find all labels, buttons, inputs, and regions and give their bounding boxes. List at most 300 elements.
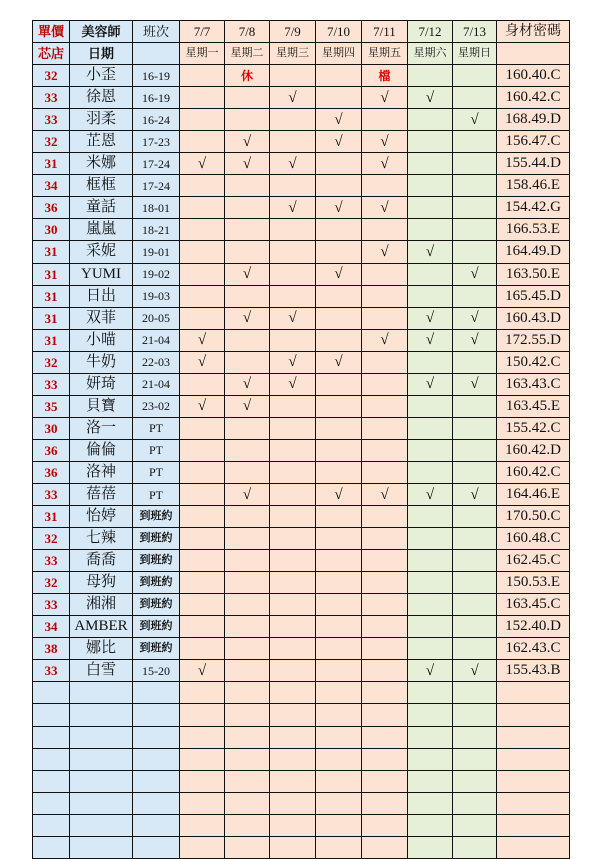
empty-cell	[316, 836, 362, 858]
table-row	[33, 528, 570, 550]
table-row	[33, 197, 570, 219]
name-cell: 小歪	[70, 65, 133, 87]
empty-cell	[316, 748, 362, 770]
day-cell	[362, 594, 408, 616]
price-cell: 34	[33, 175, 70, 197]
empty-cell	[453, 792, 497, 814]
day-cell	[362, 285, 408, 307]
day-cell	[362, 131, 408, 153]
shift-cell: 18-21	[133, 219, 180, 241]
store-label: 芯店	[33, 43, 70, 65]
day-cell	[225, 417, 270, 439]
empty-cell	[408, 748, 453, 770]
day-cell	[316, 594, 362, 616]
empty-row	[33, 704, 570, 726]
measure-cell: 155.44.D	[497, 153, 570, 175]
weekday-header: 星期四	[316, 43, 362, 65]
empty-cell	[497, 836, 570, 858]
name-cell: 貝寶	[70, 395, 133, 417]
price-cell: 31	[33, 153, 70, 175]
day-cell	[362, 528, 408, 550]
shift-cell: 到班約	[133, 594, 180, 616]
day-cell	[453, 461, 497, 483]
empty-cell	[497, 726, 570, 748]
day-cell	[225, 109, 270, 131]
check-mark-icon: √	[470, 111, 479, 128]
name-cell: 喬喬	[70, 550, 133, 572]
day-cell	[316, 109, 362, 131]
shift-cell: 17-24	[133, 175, 180, 197]
day-cell	[362, 461, 408, 483]
shift-cell: 到班約	[133, 506, 180, 528]
empty-cell	[497, 704, 570, 726]
price-cell: 30	[33, 417, 70, 439]
day-cell	[270, 131, 316, 153]
empty-cell	[497, 682, 570, 704]
check-mark-icon: √	[425, 376, 435, 393]
table-row	[33, 153, 570, 175]
check-mark-icon: √	[242, 376, 252, 393]
check-mark-icon: √	[425, 662, 435, 679]
name-cell: 米娜	[70, 153, 133, 175]
empty-cell	[453, 726, 497, 748]
measure-cell: 163.43.C	[497, 373, 570, 395]
day-cell	[180, 395, 225, 417]
empty-cell	[225, 770, 270, 792]
day-cell	[453, 483, 497, 505]
empty-cell	[33, 836, 70, 858]
day-cell	[453, 87, 497, 109]
check-mark-icon: √	[334, 111, 343, 128]
price-cell: 31	[33, 263, 70, 285]
shift-cell: 到班約	[133, 550, 180, 572]
name-cell: 怡婷	[70, 506, 133, 528]
day-cell	[180, 263, 225, 285]
empty-cell	[316, 726, 362, 748]
table-row	[33, 65, 570, 87]
day-cell	[453, 417, 497, 439]
day-cell	[453, 395, 497, 417]
measure-header: 身材密碼	[497, 21, 570, 43]
empty-cell	[362, 792, 408, 814]
empty-cell	[133, 704, 180, 726]
empty-row	[33, 770, 570, 792]
empty-cell	[225, 682, 270, 704]
empty-row	[33, 748, 570, 770]
day-cell	[316, 550, 362, 572]
shift-cell: 到班約	[133, 528, 180, 550]
day-cell	[362, 660, 408, 682]
empty-cell	[180, 704, 225, 726]
day-cell	[453, 638, 497, 660]
day-cell	[408, 483, 453, 505]
name-cell: 七辣	[70, 528, 133, 550]
day-cell	[362, 483, 408, 505]
day-cell	[453, 263, 497, 285]
table-row	[33, 660, 570, 682]
day-cell	[453, 439, 497, 461]
status-note: 檔	[378, 68, 391, 83]
day-cell	[270, 175, 316, 197]
day-cell	[225, 175, 270, 197]
blank-cell	[497, 43, 570, 65]
empty-cell	[408, 814, 453, 836]
day-cell	[362, 417, 408, 439]
empty-cell	[133, 682, 180, 704]
measure-cell: 152.40.D	[497, 616, 570, 638]
empty-cell	[180, 748, 225, 770]
check-mark-icon: √	[334, 266, 343, 283]
shift-cell: 20-05	[133, 307, 180, 329]
day-cell	[453, 307, 497, 329]
day-cell	[408, 395, 453, 417]
day-cell	[270, 528, 316, 550]
check-mark-icon: √	[288, 199, 297, 216]
price-cell: 33	[33, 109, 70, 131]
measure-cell: 165.45.D	[497, 285, 570, 307]
day-cell	[225, 550, 270, 572]
empty-cell	[133, 748, 180, 770]
check-mark-icon: √	[242, 486, 252, 503]
empty-cell	[453, 704, 497, 726]
empty-cell	[316, 792, 362, 814]
check-mark-icon: √	[380, 243, 389, 260]
day-cell	[180, 594, 225, 616]
date-header: 7/10	[316, 21, 362, 43]
day-cell	[408, 373, 453, 395]
table-row	[33, 417, 570, 439]
empty-cell	[33, 682, 70, 704]
day-cell	[316, 660, 362, 682]
day-cell	[225, 197, 270, 219]
empty-cell	[33, 792, 70, 814]
day-cell	[180, 109, 225, 131]
day-cell	[180, 638, 225, 660]
day-cell	[408, 616, 453, 638]
empty-cell	[33, 814, 70, 836]
empty-cell	[362, 682, 408, 704]
name-cell: 嵐嵐	[70, 219, 133, 241]
measure-cell: 172.55.D	[497, 329, 570, 351]
check-mark-icon: √	[242, 266, 252, 283]
day-cell	[225, 285, 270, 307]
day-cell	[270, 616, 316, 638]
day-cell	[362, 219, 408, 241]
day-cell	[270, 87, 316, 109]
day-cell	[453, 241, 497, 263]
empty-cell	[408, 726, 453, 748]
empty-cell	[270, 836, 316, 858]
measure-cell: 160.42.C	[497, 87, 570, 109]
price-cell: 36	[33, 439, 70, 461]
check-mark-icon: √	[470, 266, 479, 283]
check-mark-icon: √	[288, 89, 297, 106]
status-note: 休	[240, 68, 253, 83]
day-cell	[180, 351, 225, 373]
day-cell	[316, 417, 362, 439]
price-cell: 33	[33, 594, 70, 616]
day-cell	[408, 528, 453, 550]
weekday-header: 星期一	[180, 43, 225, 65]
check-mark-icon: √	[197, 354, 207, 371]
empty-cell	[497, 770, 570, 792]
day-cell	[316, 65, 362, 87]
table-row	[33, 550, 570, 572]
empty-cell	[70, 682, 133, 704]
empty-cell	[180, 792, 225, 814]
empty-cell	[408, 704, 453, 726]
day-cell	[316, 131, 362, 153]
price-cell: 32	[33, 528, 70, 550]
name-cell: 白雪	[70, 660, 133, 682]
check-mark-icon: √	[288, 155, 297, 172]
date-header: 7/9	[270, 21, 316, 43]
day-cell	[453, 351, 497, 373]
empty-row	[33, 682, 570, 704]
table-row	[33, 506, 570, 528]
empty-cell	[133, 814, 180, 836]
price-cell: 32	[33, 351, 70, 373]
shift-cell: 到班約	[133, 572, 180, 594]
day-cell	[225, 131, 270, 153]
name-cell: 倫倫	[70, 439, 133, 461]
day-cell	[316, 439, 362, 461]
empty-cell	[70, 792, 133, 814]
name-cell: 妍琦	[70, 373, 133, 395]
empty-cell	[453, 836, 497, 858]
table-row	[33, 87, 570, 109]
name-cell: 小喵	[70, 329, 133, 351]
day-cell	[180, 483, 225, 505]
day-cell	[225, 65, 270, 87]
check-mark-icon: √	[425, 310, 435, 327]
day-cell	[408, 197, 453, 219]
empty-cell	[225, 748, 270, 770]
empty-cell	[133, 836, 180, 858]
check-mark-icon: √	[242, 155, 252, 172]
empty-cell	[225, 792, 270, 814]
table-row	[33, 241, 570, 263]
empty-cell	[180, 726, 225, 748]
day-cell	[180, 572, 225, 594]
day-cell	[225, 616, 270, 638]
empty-cell	[453, 770, 497, 792]
day-cell	[408, 461, 453, 483]
shift-cell: 到班約	[133, 638, 180, 660]
day-cell	[453, 65, 497, 87]
day-cell	[180, 87, 225, 109]
empty-cell	[180, 682, 225, 704]
empty-cell	[270, 814, 316, 836]
empty-cell	[225, 836, 270, 858]
check-mark-icon: √	[334, 133, 343, 150]
day-cell	[408, 131, 453, 153]
table-row	[33, 483, 570, 505]
check-mark-icon: √	[197, 662, 207, 679]
empty-cell	[33, 770, 70, 792]
day-cell	[316, 638, 362, 660]
check-mark-icon: √	[334, 199, 343, 216]
check-mark-icon: √	[380, 133, 389, 150]
day-cell	[408, 417, 453, 439]
table-row	[33, 109, 570, 131]
day-cell	[225, 660, 270, 682]
shift-cell: 18-01	[133, 197, 180, 219]
empty-cell	[362, 748, 408, 770]
day-cell	[316, 307, 362, 329]
price-cell: 33	[33, 550, 70, 572]
table-row	[33, 594, 570, 616]
empty-cell	[453, 682, 497, 704]
day-cell	[316, 329, 362, 351]
day-cell	[362, 616, 408, 638]
day-cell	[180, 439, 225, 461]
weekday-header: 星期六	[408, 43, 453, 65]
day-cell	[362, 351, 408, 373]
name-cell: 湘湘	[70, 594, 133, 616]
check-mark-icon: √	[288, 310, 297, 327]
shift-cell: 19-03	[133, 285, 180, 307]
price-cell: 33	[33, 87, 70, 109]
day-cell	[362, 439, 408, 461]
empty-row	[33, 726, 570, 748]
day-cell	[453, 329, 497, 351]
measure-cell: 163.45.C	[497, 594, 570, 616]
empty-cell	[362, 704, 408, 726]
date-header: 7/7	[180, 21, 225, 43]
empty-cell	[316, 704, 362, 726]
check-mark-icon: √	[470, 486, 479, 503]
date-header: 7/8	[225, 21, 270, 43]
price-cell: 31	[33, 285, 70, 307]
day-cell	[362, 197, 408, 219]
day-cell	[316, 395, 362, 417]
day-cell	[225, 153, 270, 175]
day-cell	[408, 660, 453, 682]
empty-cell	[225, 814, 270, 836]
day-cell	[408, 572, 453, 594]
empty-cell	[70, 748, 133, 770]
day-cell	[316, 263, 362, 285]
empty-cell	[362, 836, 408, 858]
empty-cell	[497, 814, 570, 836]
empty-cell	[497, 792, 570, 814]
check-mark-icon: √	[380, 486, 389, 503]
table-row	[33, 461, 570, 483]
day-cell	[453, 285, 497, 307]
day-cell	[180, 373, 225, 395]
day-cell	[408, 329, 453, 351]
name-cell: YUMI	[70, 263, 133, 285]
table-row	[33, 373, 570, 395]
measure-cell: 162.45.C	[497, 550, 570, 572]
empty-cell	[70, 704, 133, 726]
day-cell	[362, 175, 408, 197]
day-cell	[180, 175, 225, 197]
day-cell	[180, 131, 225, 153]
shift-cell: 16-24	[133, 109, 180, 131]
day-cell	[180, 550, 225, 572]
price-header: 單價	[33, 21, 70, 43]
check-mark-icon: √	[334, 486, 343, 503]
empty-cell	[225, 726, 270, 748]
table-row	[33, 395, 570, 417]
shift-cell: 17-23	[133, 131, 180, 153]
name-cell: AMBER	[70, 616, 133, 638]
day-cell	[362, 638, 408, 660]
check-mark-icon: √	[288, 376, 297, 393]
empty-cell	[133, 726, 180, 748]
price-cell: 38	[33, 638, 70, 660]
table-row	[33, 572, 570, 594]
day-cell	[408, 285, 453, 307]
day-cell	[408, 638, 453, 660]
check-mark-icon: √	[380, 89, 389, 106]
empty-cell	[133, 770, 180, 792]
name-cell: 采妮	[70, 241, 133, 263]
day-cell	[408, 506, 453, 528]
shift-cell: PT	[133, 417, 180, 439]
measure-cell: 154.42.G	[497, 197, 570, 219]
day-cell	[408, 594, 453, 616]
price-cell: 31	[33, 241, 70, 263]
shift-cell: PT	[133, 439, 180, 461]
header-row	[33, 21, 570, 43]
measure-cell: 160.40.C	[497, 65, 570, 87]
date-header: 7/13	[453, 21, 497, 43]
name-cell: 徐恩	[70, 87, 133, 109]
day-cell	[316, 506, 362, 528]
empty-cell	[408, 770, 453, 792]
day-cell	[180, 461, 225, 483]
name-cell: 童話	[70, 197, 133, 219]
day-cell	[270, 439, 316, 461]
measure-cell: 164.49.D	[497, 241, 570, 263]
check-mark-icon: √	[197, 155, 207, 172]
day-cell	[270, 263, 316, 285]
check-mark-icon: √	[197, 332, 207, 349]
day-cell	[408, 153, 453, 175]
day-cell	[408, 219, 453, 241]
check-mark-icon: √	[425, 243, 435, 260]
day-cell	[225, 373, 270, 395]
day-cell	[225, 307, 270, 329]
day-cell	[225, 528, 270, 550]
empty-cell	[408, 792, 453, 814]
day-cell	[180, 153, 225, 175]
measure-cell: 162.43.C	[497, 638, 570, 660]
day-cell	[270, 373, 316, 395]
day-cell	[408, 241, 453, 263]
empty-cell	[33, 748, 70, 770]
check-mark-icon: √	[242, 310, 252, 327]
shift-cell: 22-03	[133, 351, 180, 373]
day-cell	[180, 528, 225, 550]
empty-cell	[408, 682, 453, 704]
date-label: 日期	[70, 43, 133, 65]
day-cell	[270, 197, 316, 219]
day-cell	[225, 395, 270, 417]
day-cell	[453, 528, 497, 550]
day-cell	[408, 109, 453, 131]
check-mark-icon: √	[380, 155, 389, 172]
day-cell	[362, 506, 408, 528]
day-cell	[270, 307, 316, 329]
day-cell	[225, 351, 270, 373]
measure-cell: 150.53.E	[497, 572, 570, 594]
empty-cell	[270, 726, 316, 748]
measure-cell: 166.53.E	[497, 219, 570, 241]
